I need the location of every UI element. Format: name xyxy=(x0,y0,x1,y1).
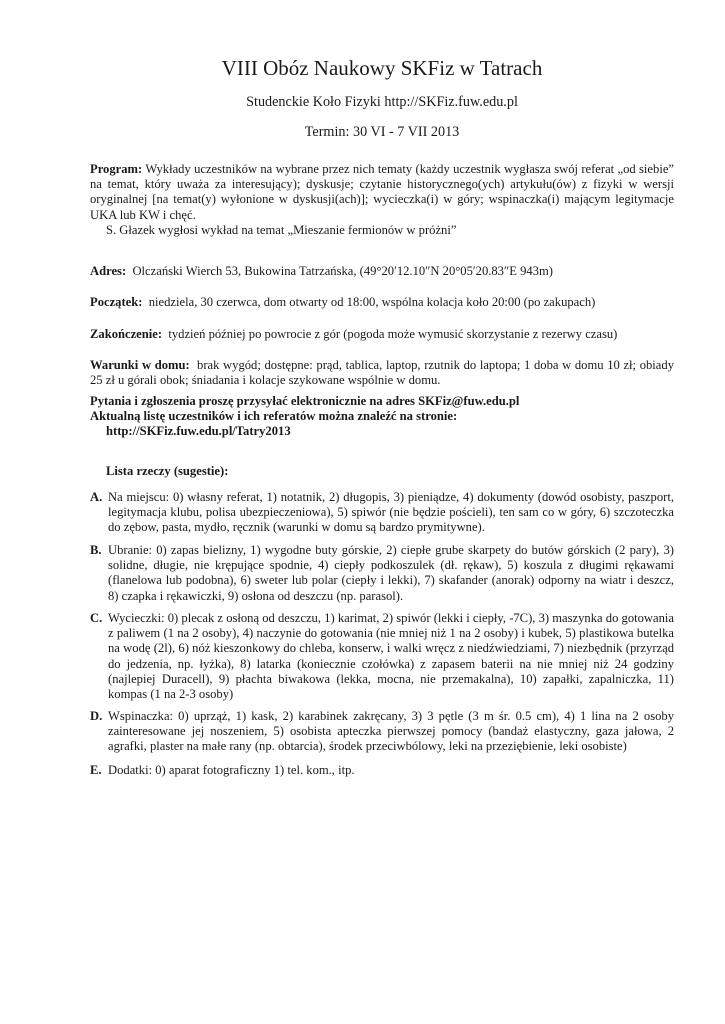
list-item-c xyxy=(90,611,674,702)
list-item-d xyxy=(90,709,674,755)
list-item-letter: D. xyxy=(90,709,103,723)
address-label: Adres: xyxy=(90,264,127,278)
start-section xyxy=(90,295,674,310)
list-item-letter: B. xyxy=(90,543,102,557)
start-text: niedziela, 30 czerwca, dom otwarty od 18:00, wspólna kolacja koło 20:00 (po zakupach) xyxy=(148,295,596,309)
document-title: VIII Obóz Naukowy SKFiz w Tatrach xyxy=(221,56,543,80)
list-item-text: Na miejscu: 0) własny referat, 1) notatnik, 2) długopis, 3) pieniądze, 4) dokumenty (dowód osobisty, paszport, legitymacja klubu, polisa ubezpieczeniowa), 5) spiwór (nie będzie pościeli), ten sam co w góry, 6) szczoteczka do zębow, pasta, mydło, ręcznik (warunki w domu są bardzo prymitywne). xyxy=(108,490,674,535)
contact-section xyxy=(90,394,674,440)
contact-email-line: Pytania i zgłoszenia proszę przysyłać elektronicznie na adres SKFiz@fuw.edu.pl xyxy=(90,394,520,408)
list-item-e xyxy=(90,763,674,778)
event-dates: Termin: 30 VI - 7 VII 2013 xyxy=(304,124,460,140)
contact-list-line: Aktualną listę uczestników i ich referatów można znaleźć na stronie: xyxy=(90,409,458,424)
end-label: Zakończenie: xyxy=(90,327,163,341)
list-item-b xyxy=(90,543,674,604)
list-item-a xyxy=(90,490,674,536)
contact-url[interactable]: http://SKFiz.fuw.edu.pl/Tatry2013 xyxy=(106,424,291,439)
conditions-text: brak wygód; dostępne: prąd, tablica, laptop, rzutnik do laptopa; 1 doba w domu 10 zł; obiady 25 zł u górali obok; śniadania i kolacje szykowane wspólnie w domu. xyxy=(90,358,674,388)
address-section xyxy=(90,264,674,279)
conditions-section xyxy=(90,358,674,388)
list-item-letter: C. xyxy=(90,611,103,625)
list-item-letter: A. xyxy=(90,490,103,504)
program-note: S. Głazek wygłosi wykład na temat „Mieszanie fermionów w próżni” xyxy=(106,222,457,237)
document-subtitle: Studenckie Koło Fizyki http://SKFiz.fuw.edu.pl xyxy=(246,94,518,110)
list-item-text: Wspinaczka: 0) uprząż, 1) kask, 2) karabinek zakręcany, 3) 3 pętle (3 m śr. 0.5 cm), 4) 1 lina na 2 osoby zainteresowane jej noszeniem, 5) osobista apteczka pierwszej pomocy (bandaż elastyczny, gaza jałowa, 2 agrafki, plaster na małe rany (np. obtarcia), środek przeciwbólowy, leki na przeziębienie, leki osobiste) xyxy=(108,709,674,754)
list-title: Lista rzeczy (sugestie): xyxy=(106,464,229,478)
end-section xyxy=(90,327,674,342)
program-text: Wykłady uczestników na wybrane przez nich tematy (każdy uczestnik wygłasza swój referat „od siebie” na temat, który uważa za interesujący); dyskusje; czytanie historycznego(ych) artykułu(ów) z fizyki w wersji oryginalnej [na temat(y) wyłonione w dyskusji(ach)]; wycieczka(i) w góry; wspinaczka(i) mającym legitymacje UKA lub KW i chęć. xyxy=(90,162,674,222)
list-item-text: Wycieczki: 0) plecak z osłoną od deszczu, 1) karimat, 2) spiwór (lekki i ciepły, -7C), 3) maszynka do gotowania z paliwem (1 na 2 osoby), 4) naczynie do gotowania (nie mniej niż 1 na 2 osoby) i kubek, 5) plastikowa butelka na wodę (2l), 6) nóż kieszonkowy do chleba, konserw, i walki wręcz z niedźwiedziami, 7) niezbędnik (przyrząd do jedzenia, np. łyżka), 8) latarka (koniecznie czołówka) z zapasem baterii na nie mniej niż 24 godziny (najlepiej Duracell), 9) płachta biwakowa (lekka, mocna, nie przemakalna), 10) zapałki, zapalniczka, 11) kompas (1 na 2-3 osoby) xyxy=(108,611,674,702)
list-item-letter: E. xyxy=(90,763,102,777)
end-text: tydzień później po powrocie z gór (pogoda może wymusić skorzystanie z rezerwy czasu) xyxy=(168,327,618,341)
conditions-label: Warunki w domu: xyxy=(90,358,190,372)
address-text: Olczański Wierch 53, Bukowina Tatrzańska, (49°20′12.10″N 20°05′20.83″E 943m) xyxy=(132,264,553,278)
list-item-text: Ubranie: 0) zapas bielizny, 1) wygodne buty górskie, 2) ciepłe grube skarpety do butów górskich (2 pary), 3) solidne, długie, nie krępujące spodnie, 4) ciepły podkoszulek (dł. rękaw), 5) koszula z długimi rękawami (flanelowa lub podobna), 6) sweter lub polar (ciepły i lekki), 7) skafander (anorak) odporny na wiatr i deszcz, 8) czapka i rękawiczki, 9) osłona od deszczu (np. parasol). xyxy=(108,543,674,603)
list-item-text: Dodatki: 0) aparat fotograficzny 1) tel. kom., itp. xyxy=(108,763,355,777)
start-label: Początek: xyxy=(90,295,143,309)
program-section xyxy=(90,162,674,238)
program-label: Program: xyxy=(90,162,143,176)
